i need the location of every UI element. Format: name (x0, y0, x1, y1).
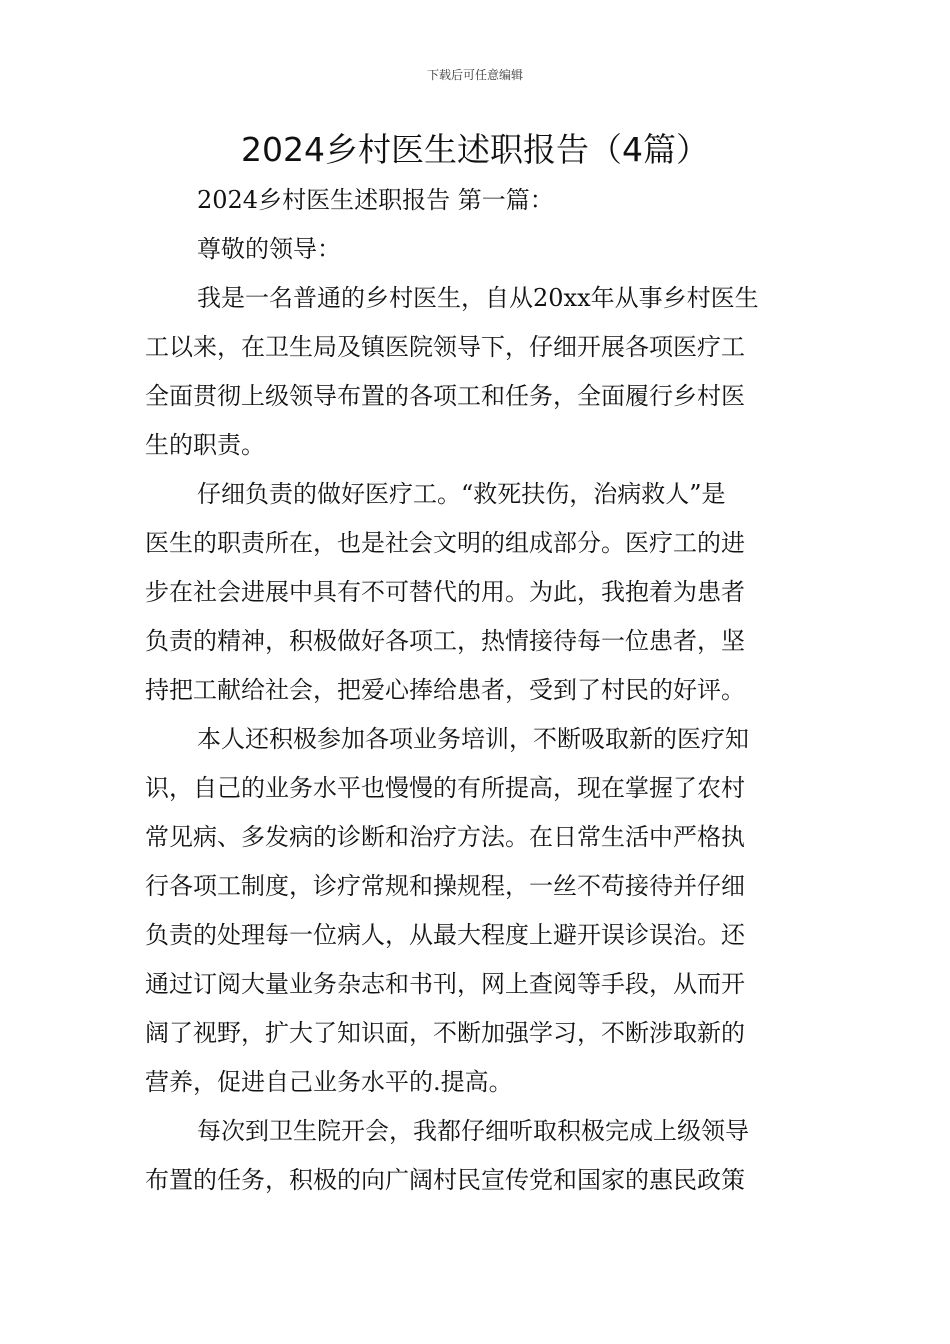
paragraph-line: 医生的职责所在，也是社会文明的组成部分。医疗工的进 (145, 529, 745, 557)
paragraph-line: 阔了视野，扩大了知识面，不断加强学习，不断涉取新的 (145, 1019, 745, 1047)
paragraph-line: 负责的处理每一位病人，从最大程度上避开误诊误治。还 (145, 921, 745, 949)
document-title: 2024乡村医生述职报告（4篇） (241, 130, 709, 169)
paragraph-line: 我是一名普通的乡村医生，自从20xx年从事乡村医生 (197, 284, 759, 312)
paragraph-line: 识，自己的业务水平也慢慢的有所提高，现在掌握了农村 (145, 774, 745, 802)
paragraph-line: 本人还积极参加各项业务培训，不断吸取新的医疗知 (197, 725, 749, 753)
paragraph-line: 行各项工制度，诊疗常规和操规程，一丝不苟接待并仔细 (145, 872, 745, 900)
paragraph-line: 生的职责。 (145, 431, 265, 459)
paragraph-line: 步在社会进展中具有不可替代的用。为此，我抱着为患者 (145, 578, 745, 606)
paragraph-line: 工以来，在卫生局及镇医院领导下，仔细开展各项医疗工 (145, 333, 745, 361)
paragraph-line: 营养，促进自己业务水平的.提高。 (145, 1068, 513, 1096)
paragraph-line: 每次到卫生院开会，我都仔细听取积极完成上级领导 (197, 1117, 749, 1145)
section-heading: 2024乡村医生述职报告 第一篇： (197, 186, 554, 214)
salutation: 尊敬的领导： (197, 235, 341, 263)
header-note: 下载后可任意编辑 (426, 68, 523, 82)
paragraph-line: 负责的精神，积极做好各项工，热情接待每一位患者，坚 (145, 627, 745, 655)
paragraph-line: 通过订阅大量业务杂志和书刊，网上查阅等手段，从而开 (145, 970, 745, 998)
paragraph-line: 仔细负责的做好医疗工。“救死扶伤，治病救人”是 (197, 480, 726, 508)
document-body (145, 176, 805, 1205)
paragraph-line: 持把工献给社会，把爱心捧给患者，受到了村民的好评。 (145, 676, 745, 704)
paragraph-line: 全面贯彻上级领导布置的各项工和任务，全面履行乡村医 (145, 382, 745, 410)
paragraph-line: 布置的任务，积极的向广阔村民宣传党和国家的惠民政策 (145, 1166, 745, 1194)
paragraph-line: 常见病、多发病的诊断和治疗方法。在日常生活中严格执 (145, 823, 745, 851)
